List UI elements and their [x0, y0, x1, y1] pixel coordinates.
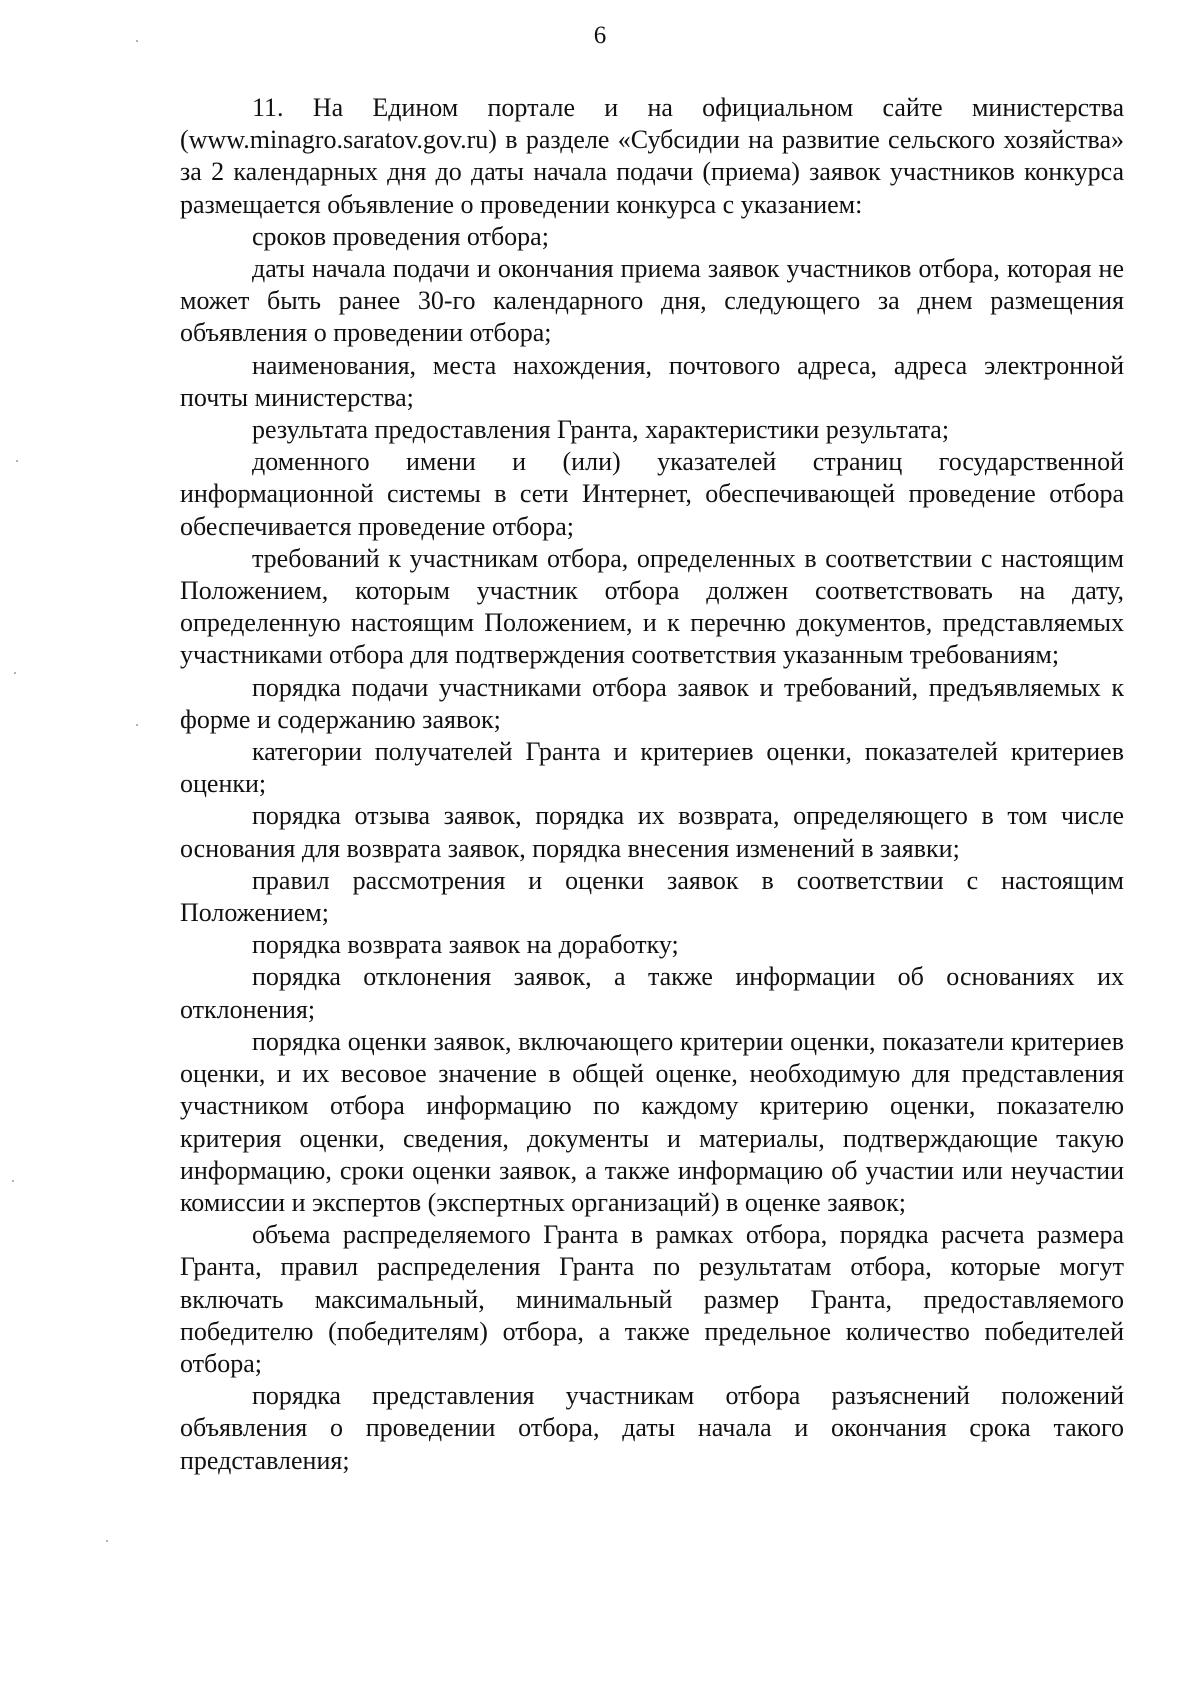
scan-speck	[12, 1180, 14, 1182]
scan-speck	[136, 40, 138, 42]
paragraph-rejection-order: порядка отклонения заявок, а также информации об основаниях их отклонения;	[180, 962, 1124, 1024]
paragraph-grant-result: результата предоставления Гранта, характеристики результата;	[252, 415, 950, 445]
paragraph-recipient-categories: категории получателей Гранта и критериев оценки, показателей критериев оценки;	[180, 737, 1124, 799]
paragraph-ministry-contacts: наименования, места нахождения, почтового адреса, адреса электронной почты министерства;	[180, 350, 1124, 412]
paragraph-return-for-revision: порядка возврата заявок на доработку;	[252, 930, 679, 960]
paragraph-selection-dates: сроков проведения отбора;	[252, 221, 549, 251]
paragraph-clarifications-order: порядка представления участникам отбора разъяснений положений объявления о проведении отбора, даты начала и окончания срока такого представления;	[180, 1381, 1124, 1475]
paragraph-evaluation-order: порядка оценки заявок, включающего критерии оценки, показатели критериев оценки, и их весовое значение в общей оценке, необходимую для представления участником отбора информацию по каждому критерию оценки, показателю критерия оценки, сведения, документы и материалы, подтверждающие такую информацию, сроки оценки заявок, а также информацию об участии или неучастии комиссии и экспертов (экспертных организаций) в оценке заявок;	[180, 1026, 1124, 1217]
scan-speck	[106, 1540, 108, 1542]
paragraph-participant-requirements: требований к участникам отбора, определенных в соответствии с настоящим Положением, которым участник отбора должен соответствовать на дату, определенную настоящим Положением, и к перечню документов, представляемых участниками отбора для подтверждения соответствия указанным требованиям;	[180, 543, 1124, 670]
document-body	[180, 92, 1124, 1477]
paragraph-announcement-intro: 11. На Едином портале и на официальном сайте министерства (www.minagro.saratov.gov.ru) в разделе «Субсидии на развитие сельского хозяйства» за 2 календарных дня до даты начала подачи (приема) заявок участников конкурса размещается объявление о проведении конкурса с указанием:	[180, 93, 1124, 219]
paragraph-review-rules: правил рассмотрения и оценки заявок в соответствии с настоящим Положением;	[180, 865, 1124, 928]
scan-speck	[16, 460, 18, 462]
page-number: 6	[593, 22, 607, 49]
scan-speck	[14, 672, 16, 674]
paragraph-application-dates: даты начала подачи и окончания приема заявок участников отбора, которая не может быть ранее 30-го календарного дня, следующего за днем размещения объявления о проведении отбора;	[180, 254, 1124, 348]
paragraph-withdrawal-order: порядка отзыва заявок, порядка их возврата, определяющего в том числе основания для возврата заявок, порядка внесения изменений в заявки;	[180, 801, 1124, 863]
scan-speck	[136, 724, 138, 726]
paragraph-grant-volume: объема распределяемого Гранта в рамках отбора, порядка расчета размера Гранта, правил распределения Гранта по результатам отбора, которые могут включать максимальный, минимальный размер Гранта, предоставляемого победителю (победителям) отбора, а также предельное количество победителей отбора;	[180, 1220, 1124, 1378]
paragraph-domain-name: доменного имени и (или) указателей страниц государственной информационной системы в сети Интернет, обеспечивающей проведение отбора обеспечивается проведение отбора;	[180, 447, 1124, 541]
paragraph-submission-order: порядка подачи участниками отбора заявок и требований, предъявляемых к форме и содержанию заявок;	[180, 672, 1124, 734]
